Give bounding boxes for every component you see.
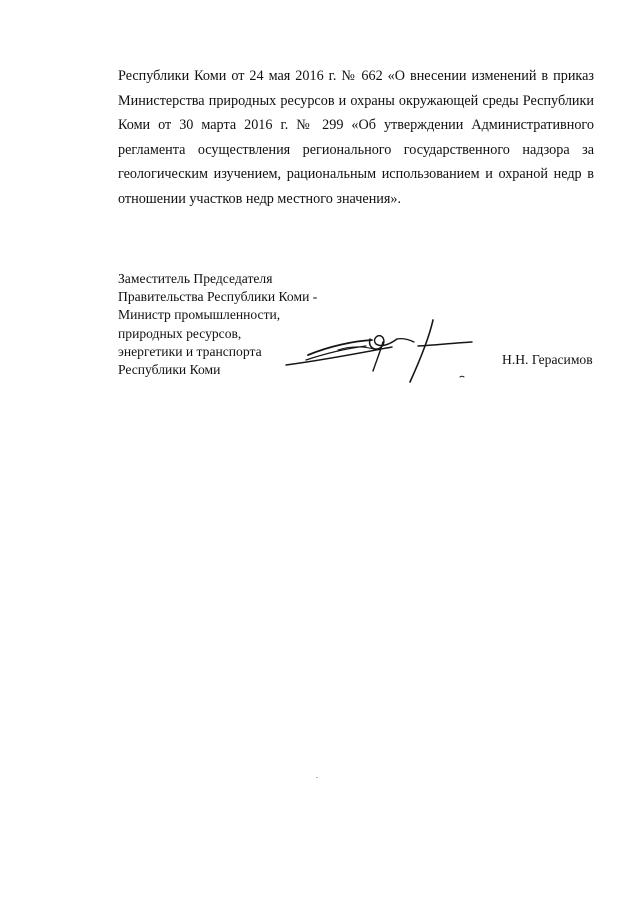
handwritten-signature — [284, 316, 484, 388]
signatory-line-1: Заместитель Председателя — [118, 271, 273, 286]
signatory-line-2: Правительства Республики Коми - — [118, 289, 318, 305]
signatory-line-5: энергетики и транспорта — [118, 343, 262, 359]
signatory-line-6: Республики Коми — [118, 362, 221, 378]
body-paragraph: Республики Коми от 24 мая 2016 г. № 662 «О внесении изменений в приказ Министерства природных ресурсов и охраны окружающей среды Республики Коми от 30 марта 2016 г. № 299 «Об утверждении Административного регламента осуществления регионального государственного надзора за геологическим изучением, рациональным использованием и охраной недр в отношении участков недр местного значения». — [118, 68, 594, 207]
signatory-line-4: природных ресурсов, — [118, 325, 242, 341]
scan-artifact-dot — [316, 777, 318, 778]
signer-name: Н.Н. Герасимов — [502, 352, 593, 367]
signatory-line-3: Министр промышленности, — [118, 307, 281, 323]
